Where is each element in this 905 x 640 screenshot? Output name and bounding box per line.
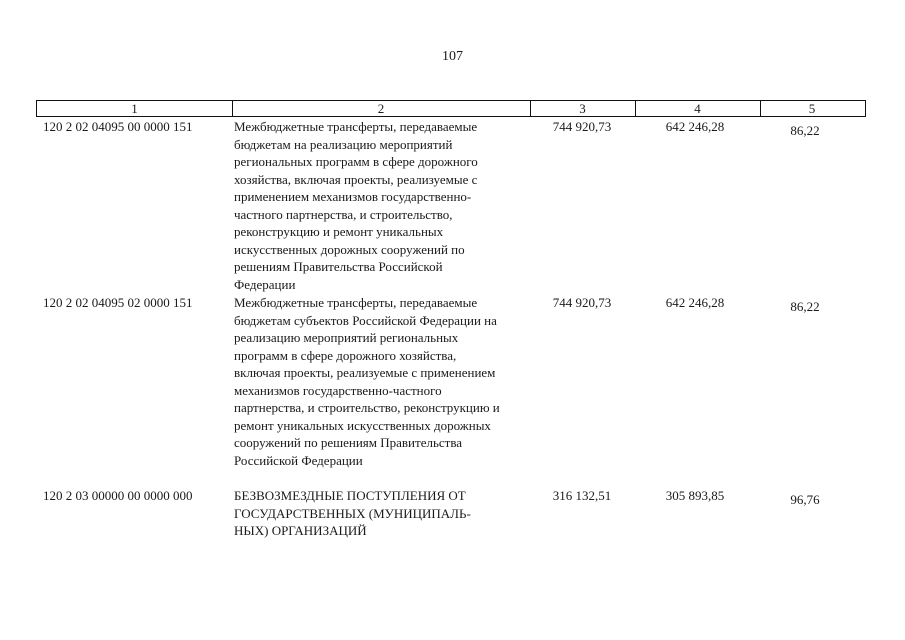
row-col5-value: 96,76: [790, 492, 820, 507]
page-number: 107: [442, 49, 463, 64]
description-line: хозяйства, включая проекты, реализуемые с: [234, 171, 478, 187]
description-line: применением механизмов государственно-: [234, 189, 472, 204]
row-col4-value: 305 893,85: [665, 488, 725, 503]
description-line: сооружений по решениям Правительства: [234, 435, 463, 450]
row-col3-value: 744 920,73: [552, 119, 612, 134]
description-line: включая проекты, реализуемые с применением: [234, 365, 496, 380]
description-line: решениям Правительства Российской: [234, 259, 443, 274]
row-col5-value: 86,22: [790, 123, 820, 138]
row-col5-value: 86,22: [790, 299, 820, 314]
table-header-row: [36, 100, 866, 117]
row-description: [234, 294, 532, 469]
row-description: [234, 118, 532, 293]
row-col4-value: 642 246,28: [665, 295, 725, 310]
row-col4-value: 642 246,28: [665, 119, 725, 134]
row-col3-value: 316 132,51: [552, 488, 612, 503]
description-line: Федерации: [234, 276, 296, 292]
description-line: Российской Федерации: [234, 452, 363, 468]
row-code: 120 2 03 00000 00 0000 000: [43, 488, 193, 503]
description-line: ГОСУДАРСТВЕННЫХ (МУНИЦИПАЛЬ-: [234, 505, 471, 521]
row-code: 120 2 02 04095 02 0000 151: [43, 295, 193, 310]
header-col-1: 1: [131, 101, 138, 116]
description-line: Межбюджетные трансферты, передаваемые: [234, 119, 478, 134]
description-line: БЕЗВОЗМЕЗДНЫЕ ПОСТУПЛЕНИЯ ОТ: [234, 488, 466, 503]
description-line: бюджетам субъектов Российской Федерации на: [234, 312, 497, 328]
description-line: Межбюджетные трансферты, передаваемые: [234, 295, 478, 310]
description-line: партнерства, и строительство, реконструкцию и: [234, 400, 500, 415]
description-line: реализацию мероприятий региональных: [234, 330, 459, 345]
header-col-5: 5: [808, 101, 816, 116]
description-line: региональных программ в сфере дорожного: [234, 154, 478, 169]
description-line: НЫХ) ОРГАНИЗАЦИЙ: [234, 523, 367, 538]
row-col3-value: 744 920,73: [552, 295, 612, 310]
description-line: бюджетам на реализацию мероприятий: [234, 136, 453, 152]
description-line: частного партнерства, и строительство,: [234, 206, 453, 222]
row-code: 120 2 02 04095 00 0000 151: [43, 119, 193, 134]
description-line: программ в сфере дорожного хозяйства,: [234, 347, 457, 363]
description-line: ремонт уникальных искусственных дорожных: [234, 417, 491, 433]
description-line: искусственных дорожных сооружений по: [234, 241, 465, 257]
header-col-3: 3: [579, 101, 586, 116]
header-col-2: 2: [377, 101, 385, 116]
description-line: механизмов государственно-частного: [234, 382, 442, 398]
row-description: [234, 487, 532, 540]
description-line: реконструкцию и ремонт уникальных: [234, 224, 444, 239]
header-col-4: 4: [694, 101, 701, 116]
